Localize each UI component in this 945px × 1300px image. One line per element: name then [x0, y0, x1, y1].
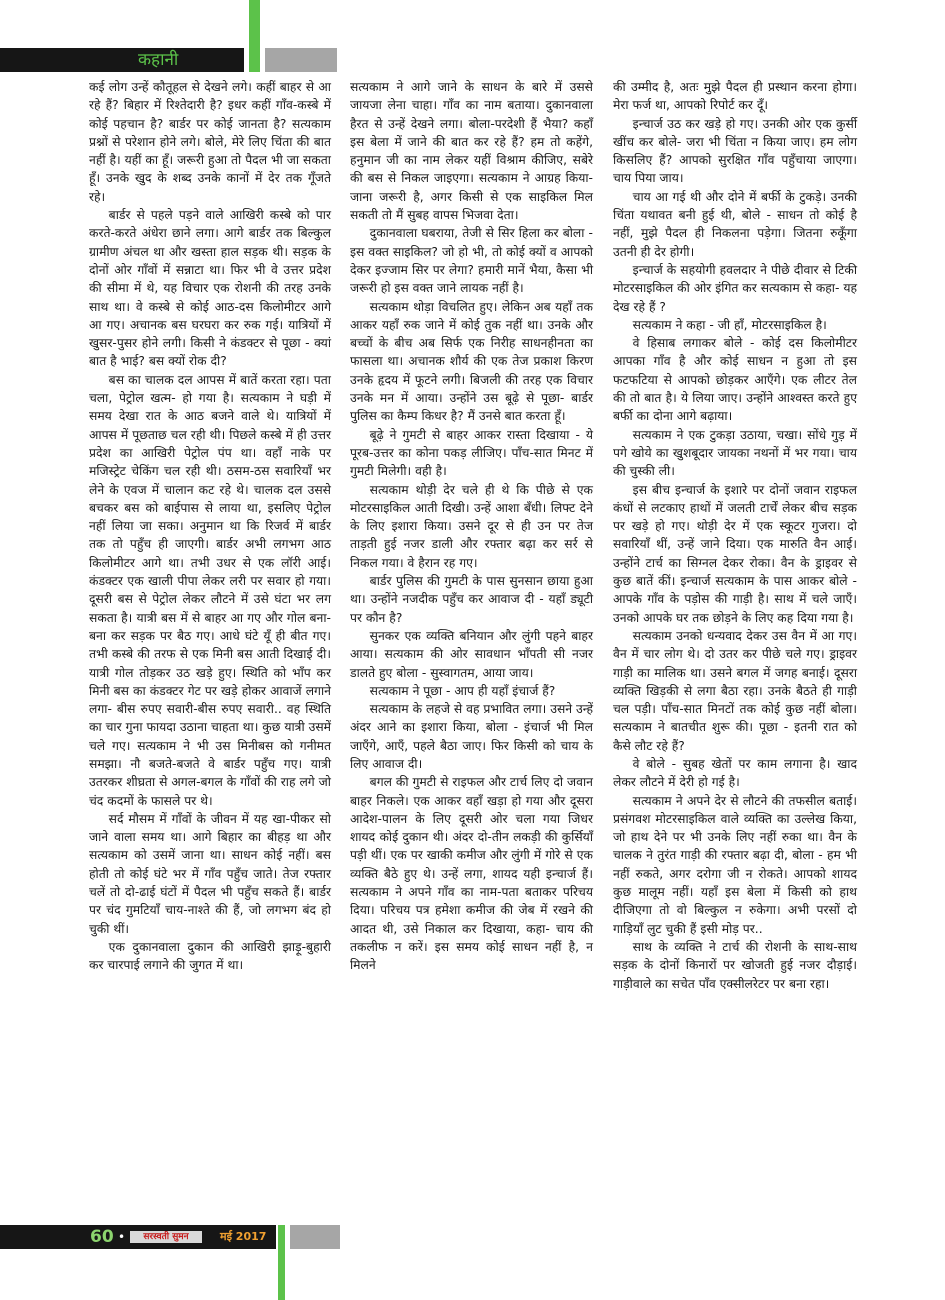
article-body: [0, 78, 945, 1208]
header-accent-stripe: [249, 0, 260, 72]
section-label: कहानी: [138, 50, 179, 70]
footer-bullet: •: [118, 1230, 126, 1244]
footer-gray-block: [290, 1225, 340, 1249]
magazine-logo: सरस्वती सुमन: [130, 1231, 202, 1243]
paragraph: वे हिसाब लगाकर बोले - कोई दस किलोमीटर आपका गाँव है और कोई साधन न हुआ तो इस फटफटिया से आपको छोड़कर आएँगे। एक लीटर तेल की तो बात है। ये लिया जाए। उन्होंने आश्वस्त करते हुए बर्फी का दोना आगे बढ़ाया।: [613, 336, 857, 424]
paragraph: सत्यकाम ने अपने देर से लौटने की तफसील बताई। प्रसंगवश मोटरसाइकिल वाले व्यक्ति का उल्लेख किया, जो हाथ देने पर भी उनके लिए नहीं रुका था। वैन के चालक ने तुरंत गाड़ी की रफ्तार बढ़ा दी, बोला - हम भी नहीं रुकते, अगर दरोगा जी न रोकते। आपको शायद कुछ मालूम नहीं। यहाँ इस बेला में किसी को हाथ दीजिएगा तो वो बिल्कुल न रुकेगा। अभी परसों दो गाड़ियाँ लुट चुकी हैं इसी मोड़ पर..: [613, 793, 857, 936]
column-1: [89, 78, 331, 975]
paragraph: बस का चालक दल आपस में बातें करता रहा। पता चला, पेट्रोल खत्म- हो गया है। सत्यकाम ने घड़ी में समय देखा रात के आठ बजने वाले थे। यात्रियों में आपस में पूछताछ चल रही थी। पिछले कस्बे में ही उत्तर प्रदेश का आखिरी पेट्रोल पंप था। वहाँ नाके पर मजिस्ट्रेट चेकिंग चल रही थी। ठसम-ठस सवारियाँ भर लेने के एवज में चालान कट रहे थे। चालक दल उससे बचकर बस को बाईपास से लाया था, इसलिए पेट्रोल नहीं लिया जा सका। अनुमान था कि रिजर्व में बार्डर तक तो पहुँच ही जाएगी। बार्डर अभी लगभग आठ किलोमीटर आगे था। तभी उधर से एक लॉरी आई। कंडक्टर एक खाली पीपा लेकर लरी पर सवार हो गया। दूसरी बस से पेट्रोल लेकर लौटने में उसे घंटा भर लग सकता है। यात्री बस में से बाहर आ गए और गोल बना-बना कर सड़क पर बैठ गए। आधे घंटे यूँ ही बीत गए। तभी कस्बे की तरफ से एक मिनी बस आती दिखाई दी। यात्री गोल तोड़कर उठ खड़े हुए। स्थिति को भाँप कर मिनी बस का कंडक्टर गेट पर खड़े होकर आवाजें लगाने लगा- बीस रुपए सवारी-बीस रुपए सवारी.. वह स्थिति का चार गुना फायदा उठाना चाहता था। कुछ यात्री उसमें चले गए। सत्यकाम ने भी उस मिनीबस को गनीमत समझा। नौ बजते-बजते वे बार्डर पहुँच गए। यात्री उतरकर शीघ्रता से अगल-बगल के गाँवों की राह लगे जो चंद कदमों के फासले पर थे।: [89, 372, 331, 808]
paragraph: सत्यकाम ने आगे जाने के साधन के बारे में उससे जायजा लेना चाहा। गाँव का नाम बताया। दुकानवाला हैरत से उन्हें देखने लगा। बोला-परदेशी हैं भैया? कहाँ इस बेला में जाने की बात कर रहे हैं? हम तो कहेंगे, हनुमान जी का नाम लेकर यहीं विश्राम कीजिए, सबेरे की बस से निकल जाइएगा। सत्यकाम ने आग्रह किया-जाना जरूरी है, अगर किसी से एक साइकिल मिल सकती तो मैं सुबह वापस भिजवा देता।: [350, 80, 593, 223]
paragraph: चाय आ गई थी और दोने में बर्फी के टुकड़े। उनकी चिंता यथावत बनी हुई थी, बोले - साधन तो कोई है नहीं, मुझे पैदल ही निकलना पड़ेगा। जितना रुकूँगा उतनी ही देर होगी।: [613, 189, 857, 259]
paragraph: बार्डर से पहले पड़ने वाले आखिरी कस्बे को पार करते-करते अंधेरा छाने लगा। आगे बार्डर तक बिल्कुल ग्रामीण अंचल था और खस्ता हाल सड़क थी। सड़क के दोनों ओर गाँवों में सन्नाटा था। फिर भी वे उत्तर प्रदेश की सीमा में थे, यह विचार एक रोशनी की तरह उनके साथ था। वे कस्बे से कोई आठ-दस किलोमीटर आगे आ गए। अचानक बस घरघरा कर रुक गई। यात्रियों में खुसर-पुसर होने लगी। किसी ने कंडक्टर से पूछा - क्यां बात है भाई? बस क्यों रोक दी?: [89, 208, 331, 369]
paragraph: इन्चार्ज उठ कर खड़े हो गए। उनकी ओर एक कुर्सी खींच कर बोले- जरा भी चिंता न किया जाए। हम लोग किसलिए हैं? आपको सुरक्षित गाँव पहुँचाया जाएगा। चाय पिया जाय।: [613, 116, 857, 186]
paragraph: सत्यकाम थोड़ी देर चले ही थे कि पीछे से एक मोटरसाइकिल आती दिखी। उन्हें आशा बँधी। लिफ्ट देने के लिए इशारा किया। उसने दूर से ही उन पर तेज ताड़ती हुई नजर डाली और रफ्तार बढ़ा कर सर्र से निकल गया। वे हैरान रह गए।: [350, 482, 593, 570]
paragraph: वे बोले - सुबह खेतों पर काम लगाना है। खाद लेकर लौटने में देरी हो गई है।: [613, 756, 857, 790]
column-2: [350, 78, 593, 975]
paragraph: एक दुकानवाला दुकान की आखिरी झाड़ू-बुहारी कर चारपाई लगाने की जुगत में था।: [89, 939, 331, 973]
paragraph: सत्यकाम के लहजे से वह प्रभावित लगा। उसने उन्हें अंदर आने का इशारा किया, बोला - इंचार्ज भी मिल जाएँगे, आएँ, पहले बैठा जाए। फिर किसी को चाय के लिए आवाज दी।: [350, 702, 593, 771]
paragraph: इन्चार्ज के सहयोगी हवलदार ने पीछे दीवार से टिकी मोटरसाइकिल की ओर इंगित कर सत्यकाम से कहा- यह देख रहे हैं ?: [613, 262, 857, 314]
footer-bar: [0, 1225, 276, 1249]
paragraph: सत्यकाम ने एक टुकड़ा उठाया, चखा। सोंधे गुड़ में पगे खोये का खुशबूदार जायका नथनों में भर गया। चाय की चुस्की ली।: [613, 427, 857, 479]
paragraph: बार्डर पुलिस की गुमटी के पास सुनसान छाया हुआ था। उन्होंने नजदीक पहुँच कर आवाज दी - यहाँ ड्यूटी पर कौन है?: [350, 574, 593, 625]
header-gray-block: [265, 48, 337, 72]
section-header-bar: [0, 48, 244, 72]
paragraph: सत्यकाम उनको धन्यवाद देकर उस वैन में आ गए। वैन में चार लोग थे। दो उतर कर पीछे चले गए। ड्राइवर गाड़ी का मालिक था। उसने बगल में जगह बनाई। दूसरा व्यक्ति खिड़की से लगा बैठा रहा। उनके बैठते ही गाड़ी चल पड़ी। पाँच-सात मिनटों तक कोई कुछ नहीं बोला। सत्यकाम ने बातचीत शुरू की। पूछा - इतनी रात को कैसे लौट रहे हैं?: [613, 628, 857, 753]
footer-accent-stripe: [278, 1225, 285, 1300]
paragraph: दुकानवाला घबराया, तेजी से सिर हिला कर बोला - इस वक्त साइकिल? जो हो भी, तो कोई क्यों व आपको देकर इज्जाम सिर पर लेगा? हमारी मानें भैया, कैसा भी जरूरी हो इस वक्त जाने लायक नहीं है।: [350, 226, 593, 296]
paragraph: सत्यकाम थोड़ा विचलित हुए। लेकिन अब यहाँ तक आकर यहाँ रुक जाने में कोई तुक नहीं था। उनके और बच्चों के बीच अब सिर्फ एक निरीह साधनहीनता का फासला था। अचानक शौर्य की एक तेज प्रकाश किरण उनके हृदय में फूटने लगी। बिजली की तरह एक विचार उनके मन में आया। उन्होंने उस बूढ़े से पूछा- बार्डर पुलिस का कैम्प किधर है? मैं उनसे बात करता हूँ।: [350, 299, 593, 424]
paragraph: बूढ़े ने गुमटी से बाहर आकर रास्ता दिखाया - ये पूरब-उत्तर का कोना पकड़ लीजिए। पाँच-सात मिनट में गुमटी मिलेगी। वही है।: [350, 427, 593, 479]
column-3: [613, 78, 857, 993]
paragraph: कई लोग उन्हें कौतूहल से देखने लगे। कहीं बाहर से आ रहे हैं? बिहार में रिश्तेदारी है? इधर कहीं गाँव-कस्बे में कोई पहचान है? बार्डर पर कोई जानता है? सत्यकाम प्रश्नों से परेशान होने लगे। बोले, मेरे लिए चिंता की बात नहीं है। यहीं का हूँ। जरूरी हुआ तो पैदल भी जा सकता हूँ। उनके खुद के शब्द उनके कानों में देर तक गूँजते रहे।: [89, 80, 331, 204]
page-number: 60: [90, 1227, 114, 1247]
paragraph: की उम्मीद है, अतः मुझे पैदल ही प्रस्थान करना होगा। मेरा फर्ज था, आपको रिपोर्ट कर दूँ।: [613, 80, 857, 113]
paragraph: इस बीच इन्चार्ज के इशारे पर दोनों जवान राइफल कंधों से लटकाए हाथों में जलती टार्चें लेकर बीच सड़क पर खड़े हो गए। थोड़ी देर में एक स्कूटर गुजरा। दो सवारियाँ थीं, उन्हें जाने दिया। एक मारुति वैन आई। उन्होंने टार्च का सिग्नल देकर रोका। वैन के ड्राइवर से कुछ बातें कीं। इन्चार्ज सत्यकाम के पास आकर बोले - आपके गाँव के पड़ोस की गाड़ी है। साथ में चले जाएँ। उनको आपके घर तक छोड़ने के लिए कह दिया गया है।: [613, 482, 857, 625]
paragraph: साथ के व्यक्ति ने टार्च की रोशनी के साथ-साथ सड़क के दोनों किनारों पर खोजती हुई नजर दौड़ाई। गाड़ीवाले का सचेत पाँव एक्सीलरेटर पर बना रहा।: [613, 939, 857, 991]
paragraph: सर्द मौसम में गाँवों के जीवन में यह खा-पीकर सो जाने वाला समय था। आगे बिहार का बीहड़ था और सत्यकाम को उसमें जाना था। साधन कोई नहीं। बस होती तो कोई घंटे भर में गाँव पहुँच जाते। तेज रफ्तार चलें तो दो-ढाई घंटों में पैदल भी पहुँच सकते हैं। बार्डर पर चंद गुमटियाँ चाय-नाश्ते की हैं, जो लगभग बंद हो चुकी थीं।: [89, 811, 331, 936]
paragraph: सुनकर एक व्यक्ति बनियान और लुंगी पहने बाहर आया। सत्यकाम की ओर सावधान भाँपती सी नजर डालते हुए बोला - सुस्वागतम, आया जाय।: [350, 628, 593, 680]
paragraph: बगल की गुमटी से राइफल और टार्च लिए दो जवान बाहर निकले। एक आकर वहाँ खड़ा हो गया और दूसरा आदेश-पालन के लिए दूसरी ओर चला गया जिधर शायद कोई दुकान थी। अंदर दो-तीन लकड़ी की कुर्सियाँ पड़ी थीं। एक पर खाकी कमीज और लुंगी में गोरे से एक व्यक्ति बैठे हुए थे। उन्हें लगा, शायद यही इन्चार्ज हैं। सत्यकाम ने अपने गाँव का नाम-पता बताकर परिचय दिया। परिचय पत्र हमेशा कमीज की जेब में रखने की आदत थी, उसे निकाल कर दिखाया, कहा- चाय की तकलीफ न करें। इस समय कोई साधन नहीं है, न मिलने: [350, 775, 593, 973]
paragraph: सत्यकाम ने कहा - जी हाँ, मोटरसाइकिल है।: [632, 317, 827, 332]
paragraph: सत्यकाम ने पूछा - आप ही यहाँ इंचार्ज हैं?: [369, 683, 556, 698]
issue-date: मई 2017: [220, 1230, 267, 1243]
